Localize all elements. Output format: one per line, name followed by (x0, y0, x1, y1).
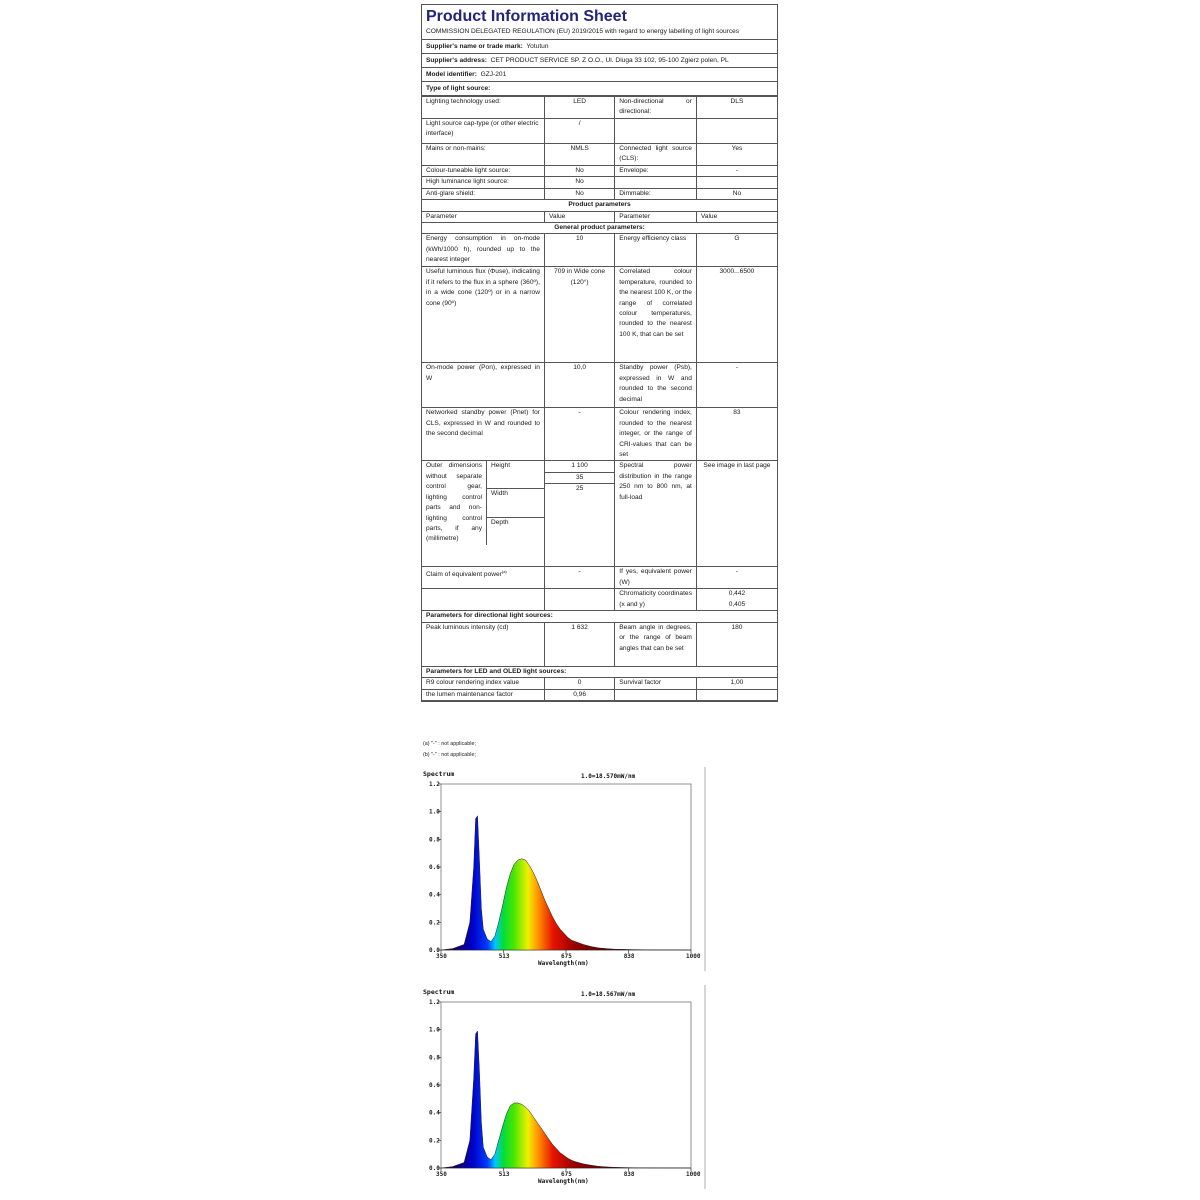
width-label: Width (487, 489, 544, 518)
cell-empty (615, 689, 697, 700)
cell-value: - (544, 567, 614, 589)
spectrum-svg (421, 985, 706, 1189)
x-tick-label: 1000 (686, 953, 701, 960)
col-header-parameter: Parameter (422, 211, 544, 222)
section-heading-row (422, 666, 777, 677)
cell-value: DLS (696, 97, 777, 119)
footnote-a: (a) "-" : not applicable; (423, 741, 476, 747)
cell-value: G (696, 234, 777, 267)
equivalent-power-label: Claim of equivalent power (426, 571, 502, 579)
cell-label: Networked standby power (Pnet) for CLS, expressed in W and rounded to the second decimal (422, 408, 544, 461)
cell-value: 1,00 (696, 678, 777, 689)
spectrum-svg (421, 767, 706, 971)
type-heading (422, 82, 777, 96)
cell-label: the lumen maintenance factor (422, 689, 544, 700)
product-parameters-heading: Product parameters (422, 200, 777, 211)
table-row (422, 177, 777, 188)
general-parameters-heading: General product parameters: (422, 223, 777, 234)
x-tick-label: 838 (623, 953, 635, 960)
depth-label: Depth (491, 518, 509, 526)
type-label: Type of light source: (426, 85, 491, 92)
table-row (422, 267, 777, 363)
dimension-values (545, 461, 614, 494)
y-tick-label: 1.0 (429, 808, 440, 816)
cell-value: 10,0 (544, 363, 614, 408)
cell-value: 1 632 (544, 622, 614, 666)
cell-label: Anti-glare shield: (422, 188, 544, 199)
dimensions-split (422, 461, 544, 544)
y-tick-label: 0.8 (429, 1054, 440, 1062)
table-row (422, 461, 777, 567)
cell-value: 10 (544, 234, 614, 267)
supplier-row (422, 40, 777, 54)
footnotes (423, 739, 476, 761)
cell-value: - (544, 408, 614, 461)
table-row (422, 689, 777, 700)
supplier-label: Supplier's name or trade mark: (426, 43, 523, 50)
cell-value: / (544, 119, 614, 144)
spectrum-chart-2 (421, 985, 706, 1189)
cell-label: Non-directional or directional: (615, 97, 697, 119)
cell-value: 83 (696, 408, 777, 461)
y-tick-label: 0.0 (429, 947, 440, 954)
y-tick-label: 1.0 (429, 1026, 440, 1034)
cell-label: Outer dimensions without separate control gear, lighting control parts and non-lighting control parts, if any (millimetre) (422, 461, 487, 544)
address-row (422, 54, 777, 68)
cell-value: No (544, 188, 614, 199)
cell-empty (696, 119, 777, 144)
cell-value: - (696, 166, 777, 177)
chromaticity-x: 0,442 (728, 590, 746, 598)
y-tick-label: 0.0 (429, 1165, 440, 1172)
cell-label: Colour rendering index, rounded to the nearest integer, or the range of CRI-values that can be set (615, 408, 697, 461)
cell-value: 0 (544, 678, 614, 689)
cell-label: Colour-tuneable light source: (422, 166, 544, 177)
cell-label: Light source cap-type (or other electric interface) (422, 119, 544, 144)
x-tick-label: 675 (561, 953, 572, 960)
x-tick-label: 350 (436, 1171, 447, 1178)
x-tick-label: 838 (623, 1171, 635, 1178)
table-row (422, 678, 777, 689)
table-row (422, 234, 777, 267)
dimensions-values (544, 461, 614, 567)
table-row (422, 97, 777, 119)
cell-value: - (696, 567, 777, 589)
cell-label: On-mode power (Pon), expressed in W (422, 363, 544, 408)
cell-value: No (544, 177, 614, 188)
chromaticity-y: 0,405 (728, 600, 746, 608)
address-value: CET PRODUCT SERVICE SP. Z O.O., Ul. Dluga 33 102, 95-100 Zgierz polen, PL (490, 57, 729, 64)
x-tick-label: 513 (498, 953, 510, 960)
cell-value: No (696, 188, 777, 199)
cell-value: No (544, 166, 614, 177)
address-label: Supplier's address: (426, 57, 487, 64)
model-value: GZJ-201 (480, 71, 507, 78)
y-tick-label: 0.2 (429, 919, 440, 927)
table-row (422, 567, 777, 589)
cell-label: Peak luminous intensity (cd) (422, 622, 544, 666)
cell-label: Spectral power distribution in the range 250 nm to 800 nm, at full-load (615, 461, 697, 567)
cell-empty (422, 589, 544, 611)
cell-value: LED (544, 97, 614, 119)
cell-empty (615, 119, 697, 144)
y-tick-label: 0.4 (429, 1109, 440, 1117)
cell-value: See image in last page (696, 461, 777, 567)
cell-empty (615, 177, 697, 188)
col-header-value: Value (544, 211, 614, 222)
chart-annotation: 1.0=18.570mW/nm (581, 773, 636, 780)
cell-label: Envelope: (615, 166, 697, 177)
section-heading-row (422, 611, 777, 622)
cell-label: Energy efficiency class (615, 234, 697, 267)
cell-value: 709 in Wide cone (120°) (544, 267, 614, 363)
sheet-title: Product Information Sheet (426, 8, 627, 25)
height-label: Height (487, 461, 544, 488)
y-tick-label: 0.6 (429, 864, 440, 871)
cell-value: Yes (696, 144, 777, 166)
table-row (422, 363, 777, 408)
sheet-subtitle: COMMISSION DELEGATED REGULATION (EU) 2019/2015 with regard to energy labelling of light sources (422, 27, 777, 40)
x-tick-label: 1000 (686, 1171, 701, 1178)
cell-value: 3000...6500 (696, 267, 777, 363)
cell-label: R9 colour rendering index value (422, 678, 544, 689)
product-information-sheet (421, 4, 778, 702)
chart-title: Spectrum (423, 770, 455, 778)
y-tick-label: 1.2 (429, 999, 440, 1006)
cell-label: Chromaticity coordinates (x and y) (615, 589, 697, 611)
height-value: 1 100 (545, 461, 614, 472)
cell-empty (544, 589, 614, 611)
model-row (422, 68, 777, 82)
y-tick-label: 0.4 (429, 891, 440, 899)
x-tick-label: 513 (498, 1171, 510, 1178)
cell-value: - (696, 363, 777, 408)
cell-value: NMLS (544, 144, 614, 166)
dimension-labels (487, 461, 544, 544)
cell-label: Dimmable: (615, 188, 697, 199)
width-value: 35 (545, 472, 614, 483)
y-tick-label: 1.2 (429, 781, 440, 788)
table-row (422, 188, 777, 199)
col-header-parameter: Parameter (615, 211, 697, 222)
section-heading-row (422, 223, 777, 234)
section-heading-row (422, 200, 777, 211)
table-row (422, 408, 777, 461)
cell-label: Useful luminous flux (Φuse), indicating if it refers to the flux in a sphere (360º), in a wide cone (120º) or in a narrow cone (90º) (422, 267, 544, 363)
x-axis-label: Wavelength(nm) (538, 960, 589, 967)
cell-label: Connected light source (CLS): (615, 144, 697, 166)
cell-empty (696, 177, 777, 188)
cell-value: 180 (696, 622, 777, 666)
footnote-b: (b) "-" : not applicable; (423, 752, 476, 758)
chart-annotation: 1.0=18.567mW/nm (581, 991, 636, 998)
cell-label: Energy consumption in on-mode (kWh/1000 h), rounded up to the nearest integer (422, 234, 544, 267)
cell-label: If yes, equivalent power (W) (615, 567, 697, 589)
supplier-value: Yotutun (526, 43, 549, 50)
chromaticity-values (696, 589, 777, 611)
chart-title: Spectrum (423, 988, 455, 996)
cell-label: Lighting technology used: (422, 97, 544, 119)
y-tick-label: 0.2 (429, 1137, 440, 1145)
table-row (422, 119, 777, 144)
parameter-table (422, 96, 777, 701)
column-header-row (422, 211, 777, 222)
directional-heading: Parameters for directional light sources: (422, 611, 777, 622)
y-tick-label: 0.8 (429, 836, 440, 844)
cell-empty (696, 689, 777, 700)
x-axis-label: Wavelength(nm) (538, 1178, 589, 1185)
table-row (422, 622, 777, 666)
table-row (422, 166, 777, 177)
dimensions-cell (422, 461, 544, 567)
x-tick-label: 350 (436, 953, 447, 960)
cell-label (422, 567, 544, 589)
model-label: Model identifier: (426, 71, 477, 78)
table-row (422, 144, 777, 166)
cell-label: High luminance light source: (422, 177, 544, 188)
x-tick-label: 675 (561, 1171, 572, 1178)
cell-label: Beam angle in degrees, or the range of beam angles that can be set (615, 622, 697, 666)
y-tick-label: 0.6 (429, 1082, 440, 1089)
cell-label: Correlated colour temperature, rounded to the nearest 100 K, or the range of correlated colour temperatures, rounded to the nearest 100 K, that can be set (615, 267, 697, 363)
spectrum-chart-1 (421, 767, 706, 971)
cell-label: Mains or non-mains: (422, 144, 544, 166)
cell-label: Survival factor (615, 678, 697, 689)
footnote-marker: (a) (501, 569, 507, 575)
depth-value: 25 (575, 485, 584, 493)
cell-label: Standby power (Psb), expressed in W and rounded to the second decimal (615, 363, 697, 408)
col-header-value: Value (696, 211, 777, 222)
cell-value: 0,96 (544, 689, 614, 700)
led-heading: Parameters for LED and OLED light sources: (422, 666, 777, 677)
table-row (422, 589, 777, 611)
